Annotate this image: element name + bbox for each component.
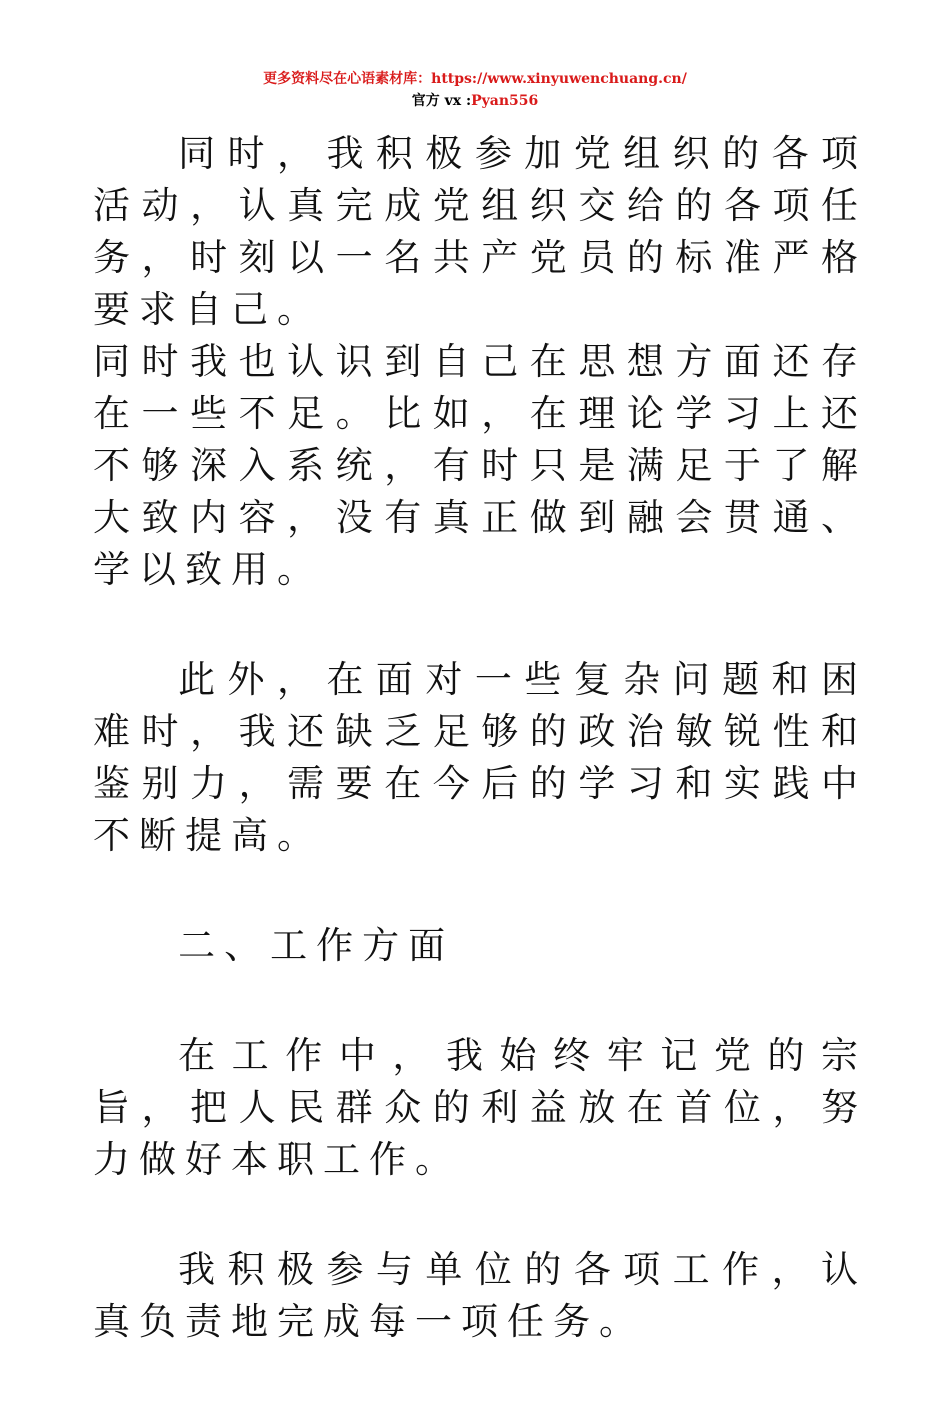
- paragraph-work-tasks: 我积极参与单位的各项工作，认真负责地完成每一项任务。: [93, 1248, 867, 1343]
- section-heading-work: 二、工作方面: [178, 924, 455, 967]
- paragraph-work-purpose: 在工作中，我始终牢记党的宗旨，把人民群众的利益放在首位，努力做好本职工作。: [93, 1034, 867, 1181]
- watermark-header: [0, 68, 950, 112]
- header-contact-value: Pyan556: [471, 93, 539, 109]
- document-body: [93, 128, 867, 1406]
- header-contact-line: [0, 90, 950, 112]
- header-contact-label: 官方 vx :: [411, 93, 472, 109]
- paragraph-party-activities: 同时，我积极参加党组织的各项活动，认真完成党组织交给的各项任务，时刻以一名共产党员的标准严格要求自己。: [93, 132, 867, 331]
- paragraph-shortcomings: 同时我也认识到自己在思想方面还存在一些不足。比如，在理论学习上还不够深入系统，有时只是满足于了解大致内容，没有真正做到融会贯通、学以致用。: [93, 340, 867, 591]
- header-source-line: 更多资料尽在心语素材库：https://www.xinyuwenchuang.cn/: [263, 71, 687, 87]
- paragraph-political-sensitivity: 此外，在面对一些复杂问题和困难时，我还缺乏足够的政治敏锐性和鉴别力，需要在今后的学习和实践中不断提高。: [93, 658, 867, 857]
